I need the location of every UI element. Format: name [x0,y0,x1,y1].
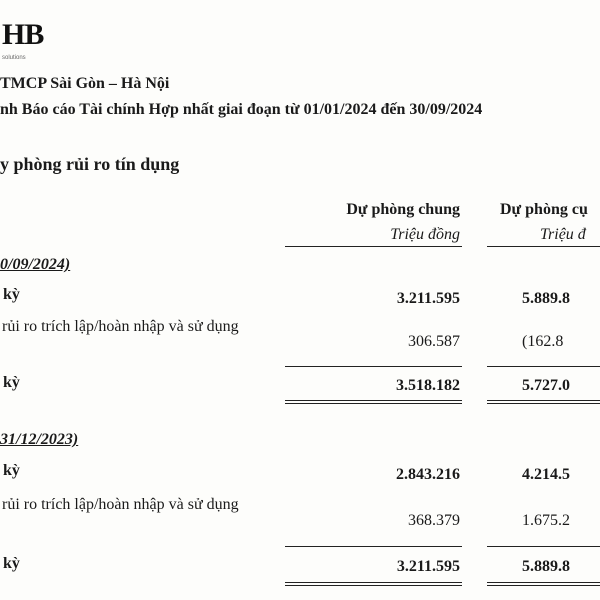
cell-general-movement: 368.379 [408,512,460,529]
total-line-specific-2 [487,403,600,404]
bank-logo: HB [2,18,44,51]
cell-specific-movement: (162.8 [522,333,564,350]
column-specific-unit: Triệu đ [540,226,586,243]
total-line-general-1 [285,400,462,401]
cell-specific-opening: 5.889.8 [522,290,570,307]
cell-general-opening: 3.211.595 [396,290,460,307]
cell-general-movement: 306.587 [408,333,460,350]
subtotal-line-general [285,366,462,367]
subtotal-line-general [285,546,462,547]
total-line-general-2 [285,585,462,586]
row-label-opening: kỳ [3,462,20,479]
column-general-unit: Triệu đồng [390,226,460,243]
cell-general-closing: 3.518.182 [396,377,460,394]
total-line-specific-1 [487,582,600,583]
row-label-movement: rủi ro trích lập/hoàn nhập và sử dụng [2,318,239,335]
row-label-opening: kỳ [3,286,20,303]
row-label-closing: kỳ [3,555,20,572]
total-line-general-1 [285,582,462,583]
subtotal-line-specific [487,366,600,367]
total-line-general-2 [285,403,462,404]
row-label-closing: kỳ [3,374,20,391]
period-heading: 31/12/2023) [0,431,79,448]
period-heading: 0/09/2024) [0,256,71,273]
section-title: y phòng rủi ro tín dụng [0,154,180,174]
report-title: nh Báo cáo Tài chính Hợp nhất giai đoạn từ 01/01/2024 đến 30/09/2024 [0,101,483,118]
cell-specific-movement: 1.675.2 [522,512,570,529]
cell-general-opening: 2.843.216 [396,466,460,483]
subtotal-line-specific [487,546,600,547]
total-line-specific-1 [487,400,600,401]
total-line-specific-2 [487,585,600,586]
cell-specific-closing: 5.727.0 [522,377,570,394]
row-label-movement: rủi ro trích lập/hoàn nhập và sử dụng [2,496,239,513]
column-general-underline [285,246,462,247]
column-specific-title: Dự phòng cụ [500,201,588,218]
cell-specific-opening: 4.214.5 [522,466,570,483]
cell-specific-closing: 5.889.8 [522,558,570,575]
column-general-title: Dự phòng chung [346,201,460,218]
logo-subtext: solutions [2,55,26,61]
cell-general-closing: 3.211.595 [396,558,460,575]
bank-name: TMCP Sài Gòn – Hà Nội [0,75,170,92]
column-specific-underline [487,246,600,247]
